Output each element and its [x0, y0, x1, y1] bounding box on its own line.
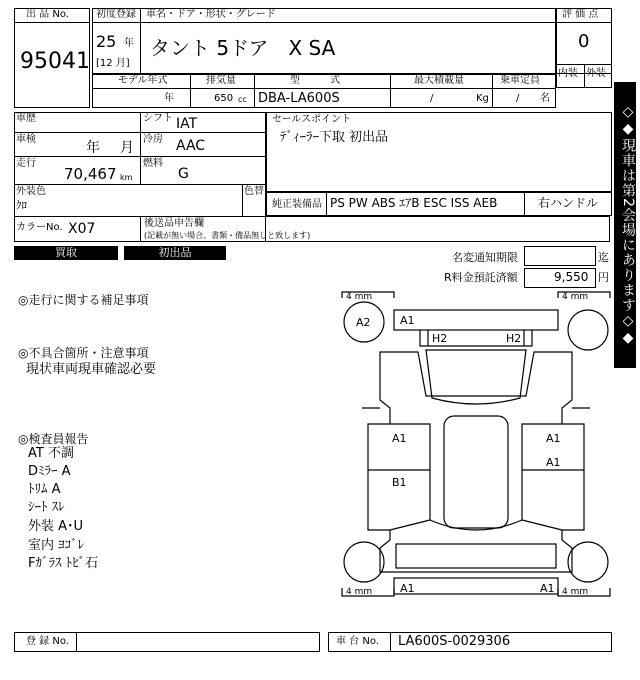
mileage-value: 70,467: [64, 165, 117, 183]
color-change-label: 色替: [244, 186, 264, 197]
sales-point-label: セールスポイント: [272, 114, 352, 125]
load-unit: Kg: [476, 93, 489, 104]
load-value: /: [430, 93, 434, 104]
equipment-label: 純正装備品: [272, 199, 322, 210]
displacement-value: 650: [214, 93, 234, 104]
aftermarket-label: 後送品申告欄: [144, 218, 204, 229]
first-reg-year: 25: [96, 32, 117, 51]
name-change-value: [524, 246, 596, 266]
chassis-label: 車 台 No.: [336, 636, 379, 647]
inspector-item: Dﾐﾗｰ A: [28, 464, 71, 479]
mileage-label: 走行: [16, 158, 36, 169]
score-label: 評 価 点: [562, 9, 599, 20]
inspection-month: 月: [120, 140, 134, 156]
damage-mark: A1: [540, 582, 555, 595]
inspector-item: ﾄﾘﾑ A: [28, 482, 61, 497]
inspector-item: Fｶﾞﾗｽ ﾄﾋﾞ石: [28, 556, 99, 571]
model-label: 型 式: [290, 75, 340, 86]
tire-label-rr: 4 mm: [562, 587, 589, 597]
inspector-item: 外装 A･U: [28, 519, 84, 534]
tire-label-rl: 4 mm: [346, 587, 373, 597]
fuel-label: 燃料: [143, 158, 163, 169]
reg-no-label: 登 録 No.: [26, 636, 69, 647]
exterior-label: 外装: [586, 68, 606, 79]
fuel-value: G: [178, 166, 189, 182]
car-name-label: 車名・ドア・形状・グレード: [146, 9, 276, 20]
venue-banner: ◇◆現車は第2会場にあります◇◆: [614, 82, 636, 368]
capacity-unit: 名: [540, 93, 550, 104]
lot-number: 95041: [20, 49, 90, 74]
first-listing-bar: 初出品: [124, 246, 226, 260]
defects-text: 現状車両現車確認必要: [26, 362, 157, 377]
aftermarket-note: (記載が無い場合、書類・備品無しと致します): [144, 231, 311, 240]
inspector-title: ◎検査員報告: [18, 432, 89, 446]
chassis-value: LA600S-0029306: [398, 634, 511, 649]
capacity-value: /: [516, 93, 520, 104]
damage-mark: A1: [546, 432, 561, 445]
damage-mark: A1: [400, 582, 415, 595]
inspector-item: AT 不調: [28, 446, 74, 461]
ext-color-value: ｸﾛ: [16, 199, 27, 212]
capacity-label: 乗車定員: [500, 75, 540, 86]
recycle-label: R料金預託済額: [444, 271, 518, 284]
ext-color-label: 外装色: [16, 186, 46, 197]
mileage-unit: km: [120, 173, 133, 182]
ac-value: AAC: [176, 138, 206, 154]
name-change-label: 名変通知期限: [452, 251, 518, 264]
damage-mark: A1: [546, 456, 561, 469]
history-label: 車歴: [16, 113, 36, 124]
score-value: 0: [578, 31, 590, 52]
damage-mark: H2: [432, 332, 448, 345]
model-year-label: モデル年式: [118, 75, 168, 86]
recycle-unit: 円: [598, 271, 609, 284]
purchase-bar: 買取: [14, 246, 118, 260]
model-value: DBA-LA600S: [258, 91, 340, 106]
inspector-item: 室内 ﾖｺﾞﾚ: [28, 538, 85, 553]
displacement-label: 排気量: [206, 75, 236, 86]
ac-label: 冷房: [143, 134, 163, 145]
load-label: 最大積載量: [414, 75, 464, 86]
lot-label: 出 品 No.: [26, 9, 69, 20]
defects-title: ◎不具合箇所・注意事項: [18, 346, 149, 360]
shift-label: シフト: [143, 113, 173, 124]
equipment-value: PS PW ABS ｴｱB ESC ISS AEB: [330, 196, 498, 210]
car-name: タント 5ドア X SA: [150, 36, 336, 60]
damage-mark: H2: [506, 332, 522, 345]
first-reg-label: 初度登録: [96, 9, 136, 20]
recycle-value: 9,550: [554, 270, 589, 284]
car-damage-diagram: [340, 290, 612, 600]
tire-label-fl: 4 mm: [346, 292, 373, 302]
steering-value: 右ハンドル: [538, 196, 599, 210]
first-reg-month: [12 月]: [96, 58, 130, 69]
inspection-year: 年: [86, 140, 100, 156]
sales-point-value: ﾃﾞｨｰﾗｰ下取 初出品: [280, 130, 389, 145]
shift-value: IAT: [176, 116, 198, 132]
inspection-label: 車検: [16, 134, 36, 145]
color-no-label: カラーNo.: [16, 222, 63, 233]
color-no-value: X07: [68, 221, 96, 237]
displacement-unit: cc: [238, 95, 247, 104]
first-reg-year-unit: 年: [124, 38, 134, 49]
damage-mark: A1: [400, 314, 415, 327]
driving-notes-title: ◎走行に関する補足事項: [18, 293, 149, 307]
tire-label-fr: 4 mm: [562, 292, 589, 302]
damage-mark: B1: [392, 476, 407, 489]
inspector-item: ｼｰﾄ ｽﾚ: [28, 500, 65, 515]
damage-mark: A2: [356, 316, 371, 329]
name-change-unit: 迄: [598, 251, 609, 264]
model-year-unit: 年: [164, 93, 174, 104]
damage-mark: A1: [392, 432, 407, 445]
interior-label: 内装: [558, 68, 578, 79]
